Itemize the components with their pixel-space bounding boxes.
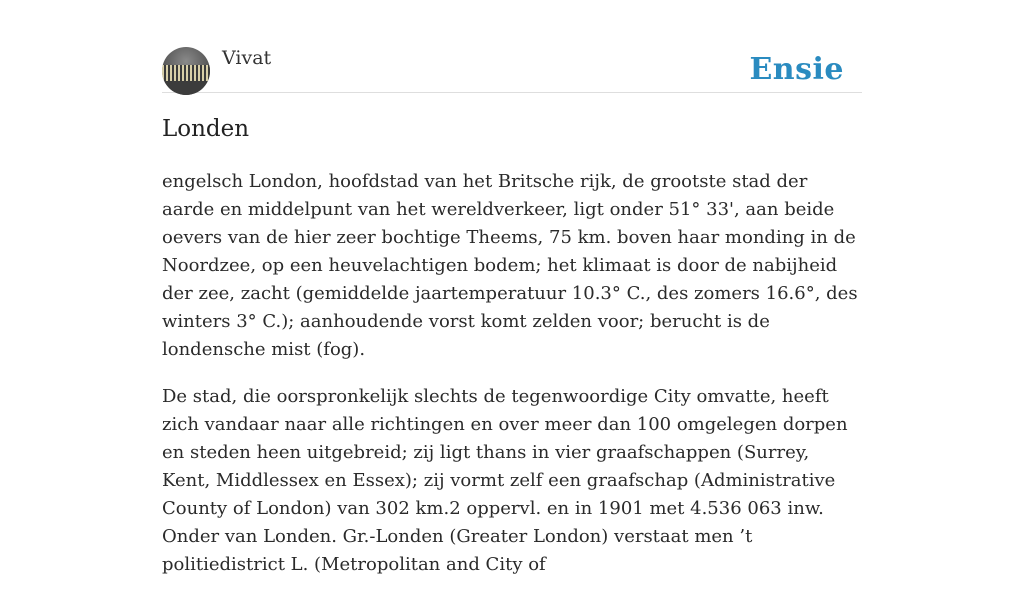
avatar-image-band xyxy=(162,65,210,81)
avatar-image-floor xyxy=(162,81,210,95)
username-link[interactable]: Vivat xyxy=(222,47,272,69)
article-body xyxy=(162,168,862,598)
avatar[interactable] xyxy=(162,47,210,95)
header xyxy=(162,46,862,93)
paragraph: engelsch London, hoofdstad van het Britsche rijk, de grootste stad der aarde en middelpunt van het wereldverkeer, ligt onder 51° 33', aan beide oevers van de hier zeer bochtige Theems, 75 km. boven haar monding in de Noordzee, op een heuvelachtigen bodem; het klimaat is door de nabijheid der zee, zacht (gemiddelde jaartemperatuur 10.3° C., des zomers 16.6°, des winters 3° C.); aanhoudende vorst komt zelden voor; berucht is de londensche mist (fog). xyxy=(162,171,858,360)
paragraph: De stad, die oorspronkelijk slechts de tegenwoordige City omvatte, heeft zich vandaar naar alle richtingen en over meer dan 100 omgelegen dorpen en steden heen uitgebreid; zij ligt thans in vier graafschappen (Surrey, Kent, Middlessex en Essex); zij vormt zelf een graafschap (Administrative County of London) van 302 km.2 oppervl. en in 1901 met 4.536 063 inw. Onder van Londen. Gr.-Londen (Greater London) verstaat men ’t politiedistrict L. (Metropolitan and City of xyxy=(162,386,848,575)
page-title: Londen xyxy=(162,116,250,142)
ensie-logo-link[interactable]: Ensie xyxy=(749,52,844,87)
